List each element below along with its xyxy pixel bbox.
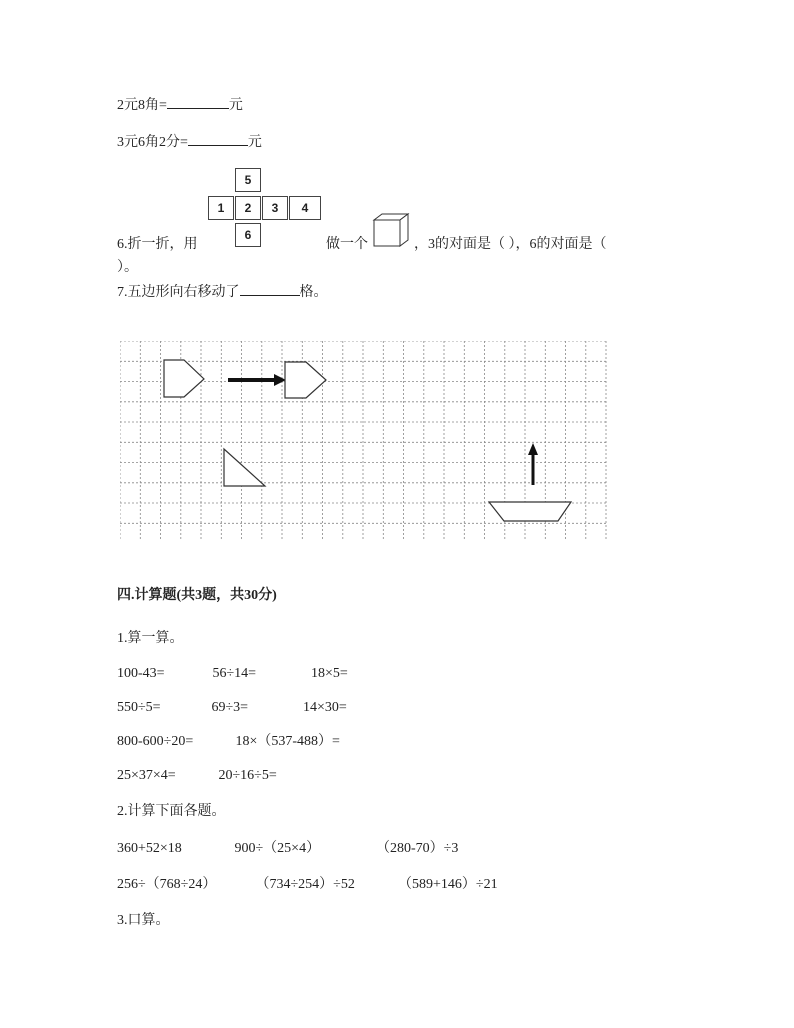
q1-row-3 [117,733,340,751]
q1-title: 1.算一算。 [117,631,184,646]
expression: （734÷254）÷52 [255,877,355,892]
net-face-6: 6 [235,223,261,247]
q2-row-1 [117,840,458,858]
expression: 256÷（768÷24） [117,877,217,892]
q3-title: 3.口算。 [117,913,170,928]
question-6-line-1 [117,236,198,254]
question-money-2 [117,131,262,152]
net-face-3: 3 [262,196,288,220]
grid-figure [120,341,618,541]
expression: 25×37×4= [117,768,176,783]
question-money-1 [117,94,243,115]
unit-label: 元 [247,135,262,150]
net-face-2: 2 [235,196,261,220]
net-face-1: 1 [208,196,234,220]
unit-label: 元 [228,98,243,113]
expression: 18×5= [311,666,348,681]
section-4-title: 四.计算题(共3题，共30分) [117,588,277,603]
triangle-shape [224,449,265,486]
question-6-middle-text: 做一个 [326,237,368,252]
q1-row-1 [117,665,348,683]
unit-label: 格。 [299,285,328,300]
q2-title: 2.计算下面各题。 [117,804,226,819]
expression: 800-600÷20= [117,734,194,749]
expression: 100-43= [117,666,165,681]
expression: 900÷（25×4） [234,841,321,856]
question-6-close-text: ）。 [117,260,138,275]
expression: 20÷16÷5= [218,768,277,783]
pentagon-original [164,360,204,397]
question-6-line-2 [117,259,138,277]
q1-row-2 [117,699,347,717]
expression: 550÷5= [117,700,161,715]
cube-icon [372,212,412,248]
expression: 14×30= [303,700,347,715]
question-6-prefix: 6.折一折，用 [117,237,198,252]
question-6-suffix [414,236,607,254]
expression: 56÷14= [212,666,257,681]
answer-blank[interactable] [188,131,248,146]
trapezoid-shape [489,502,571,521]
question-7 [117,281,328,302]
pentagon-moved [285,362,326,398]
q1-row-4 [117,767,277,785]
question-6-middle [326,236,368,254]
question-6-suffix-text: ，3的对面是（ ），6的对面是（ [414,237,607,252]
question-text: 2元8角= [117,98,167,113]
expression: （280-70）÷3 [376,841,459,856]
expression: （589+146）÷21 [398,877,498,892]
arrow-up [528,443,538,485]
arrow-right [228,374,286,386]
answer-blank[interactable] [240,281,300,296]
q2-row-2 [117,876,498,894]
expression: 360+52×18 [117,841,182,856]
expression: 69÷3= [211,700,249,715]
net-face-4: 4 [289,196,321,220]
question-text: 3元6角2分= [117,135,188,150]
expression: 18×（537-488）= [235,734,340,749]
net-face-5: 5 [235,168,261,192]
question-7-text: 7.五边形向右移动了 [117,285,240,300]
answer-blank[interactable] [167,94,229,109]
